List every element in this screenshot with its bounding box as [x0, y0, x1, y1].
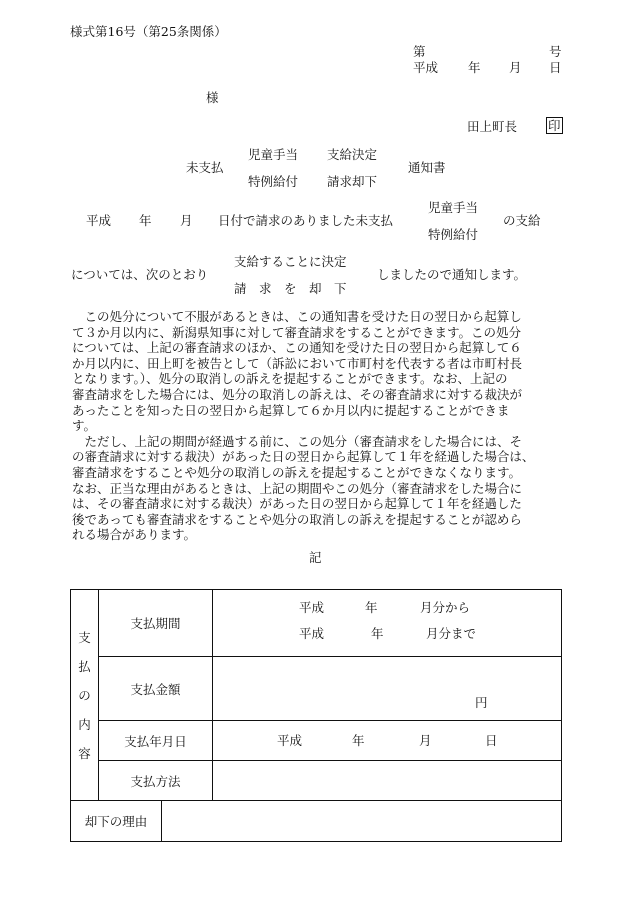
- payment-date-value[interactable]: 平成 年 月 日: [213, 721, 562, 761]
- date-month: 月: [509, 60, 522, 75]
- payment-period-label: 支払期間: [99, 590, 213, 657]
- body-line: の審査請求に対する裁決）があった日の翌日から起算して１年を経過した場合は、: [72, 449, 535, 465]
- payment-amount-label: 支払金額: [99, 657, 213, 721]
- rejection-reason-row: [71, 801, 562, 842]
- issuer-name: 田上町長: [467, 119, 518, 134]
- title-prefix: 未支払: [186, 160, 224, 175]
- body-line: か月以内に、田上町を被告として（訴訟において市町村を代表する者は市町村長: [72, 355, 523, 371]
- title-suffix: 通知書: [408, 160, 446, 175]
- doc-number-prefix: 第: [413, 44, 426, 59]
- intro-option-child-allowance: 児童手当: [428, 200, 479, 215]
- body-line: この処分について不服があるときは、この通知書を受けた日の翌日から起算し: [72, 309, 522, 324]
- payment-method-label: 支払方法: [99, 761, 213, 801]
- intro-line2-end: しましたので通知します。: [377, 267, 527, 282]
- body-line: は、その審査請求に対する裁決）があった日の翌日から起算して１年を経過した: [72, 496, 522, 512]
- payment-method-value[interactable]: [213, 761, 562, 801]
- body-line: については、上記の審査請求のほか、この通知を受けた日の翌日から起算して６: [72, 340, 522, 356]
- rejection-reason-value[interactable]: [162, 801, 561, 841]
- body-line: 審査請求をすることや処分の取消しの訴えを提起することができなくなります。: [72, 464, 522, 480]
- date-year: 年: [468, 60, 481, 75]
- form-number: 様式第16号（第25条関係）: [70, 24, 227, 39]
- payment-date-label: 支払年月日: [99, 721, 213, 761]
- addressee-suffix: 様: [206, 90, 219, 105]
- intro-year: 年: [139, 213, 152, 228]
- appeal-notice-paragraph: [72, 309, 562, 543]
- payment-amount-value[interactable]: 円: [213, 657, 562, 721]
- intro-era: 平成: [86, 213, 112, 228]
- payment-content-group-label: 支 払 の 内 容: [71, 590, 99, 801]
- body-line: なお、正当な理由があるときは、上記の期間やこの処分（審査請求をした場合に: [72, 480, 523, 496]
- body-line: 後であっても審査請求をすることや処分の取消しの訴えを提起することが認めら: [72, 511, 522, 527]
- date-era: 平成: [413, 60, 439, 75]
- body-line: れる場合があります。: [72, 527, 197, 543]
- record-heading: 記: [309, 550, 322, 565]
- rejection-reason-label: 却下の理由: [71, 801, 162, 841]
- intro-month: 月: [180, 213, 193, 228]
- date-day: 日: [549, 60, 562, 75]
- body-line: ただし、上記の期間が経過する前に、この処分（審査請求をした場合には、そ: [72, 433, 523, 449]
- intro-line2-start: については、次のとおり: [71, 267, 209, 282]
- body-line: あったことを知った日の翌日から起算して６か月以内に提起することができま: [72, 402, 510, 418]
- payment-period-value[interactable]: 平成 年 月分から 平成 年 月分まで: [213, 590, 562, 657]
- title-option-special-benefit: 特例給付: [248, 174, 299, 189]
- title-option-payment-decision: 支給決定: [327, 147, 378, 162]
- payment-details-table: [70, 589, 562, 842]
- body-line: となります。）、処分の取消しの訴えを提起することができます。なお、上記の: [72, 371, 508, 387]
- body-line: 審査請求をした場合には、処分の取消しの訴えは、その審査請求に対する裁決が: [72, 386, 523, 402]
- decision-option-rejection: 請 求 を 却 下: [234, 281, 347, 296]
- body-line: す。: [72, 418, 97, 434]
- title-option-claim-rejection: 請求却下: [327, 174, 378, 189]
- intro-option-special-benefit: 特例給付: [428, 227, 479, 242]
- intro-end-text: の支給: [503, 213, 541, 228]
- body-line: て３か月以内に、新潟県知事に対して審査請求をすることができます。この処分: [72, 324, 522, 340]
- doc-number-suffix: 号: [549, 44, 562, 59]
- decision-option-payment: 支給することに決定: [234, 254, 347, 269]
- title-option-child-allowance: 児童手当: [248, 147, 299, 162]
- intro-mid-text: 日付で請求のありました未支払: [218, 213, 394, 228]
- seal-mark: 印: [548, 118, 561, 133]
